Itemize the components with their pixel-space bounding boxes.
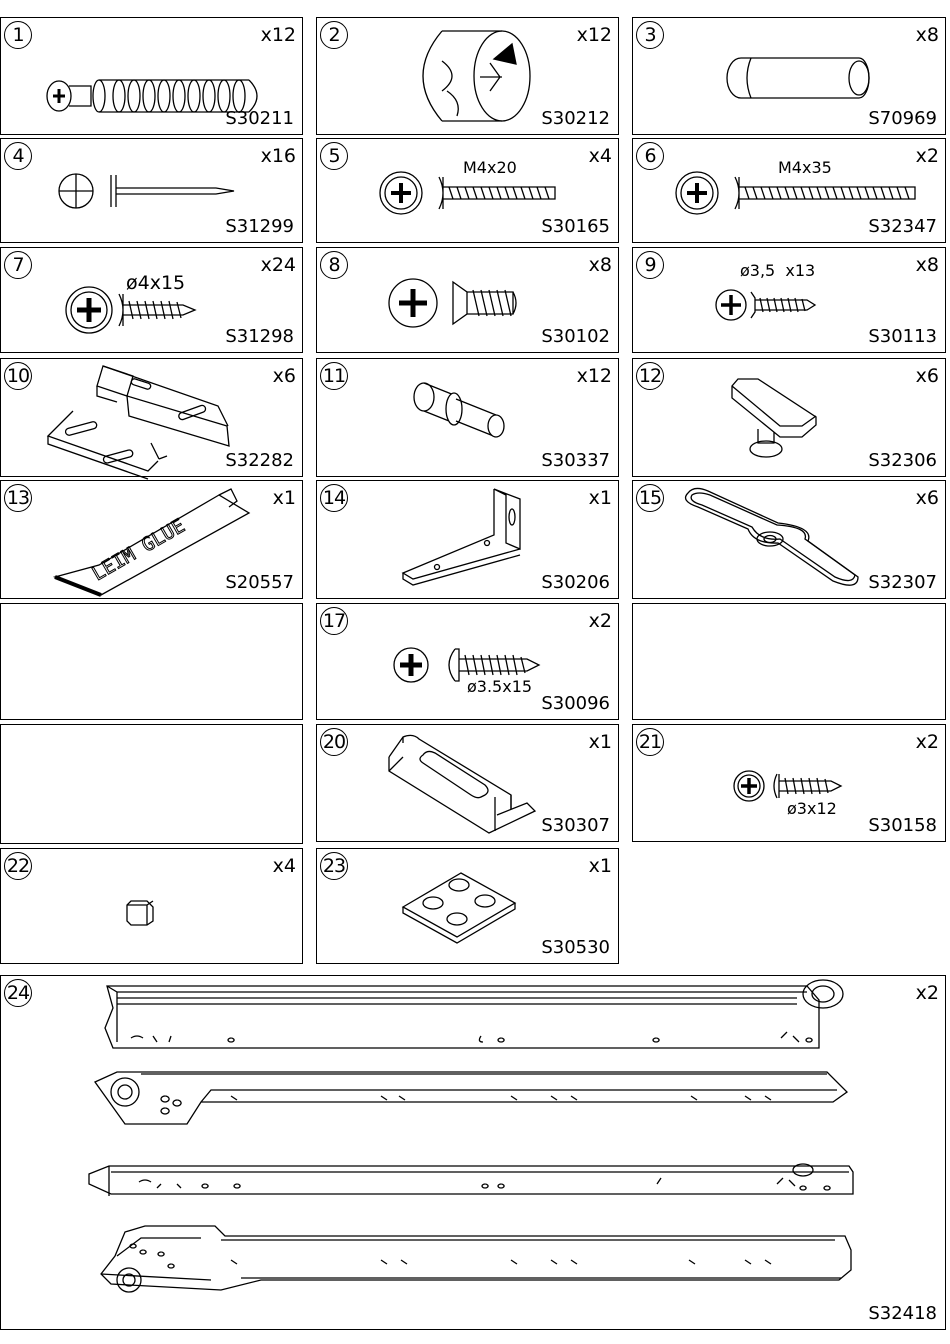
part-code: S30212 [541,108,610,129]
part-code: S32418 [868,1303,937,1324]
part-code: S30165 [541,216,610,237]
part-cell-8 [316,247,619,353]
part-number: 15 [636,484,664,512]
part-cell-12 [632,358,946,477]
part-number: 4 [4,142,32,170]
part-quantity: x8 [915,254,939,276]
dimension-label: M4x35 [778,158,832,177]
part-number: 21 [636,728,664,756]
part-quantity: x2 [915,145,939,167]
part-number: 6 [636,142,664,170]
part-code: S30096 [541,693,610,714]
part-number: 13 [4,484,32,512]
part-code: S30102 [541,326,610,347]
empty-cell [0,603,303,720]
machine-screw-long-icon [673,171,923,215]
part-number: 10 [4,362,32,390]
part-code: S31298 [225,326,294,347]
washer-screw-icon [733,769,848,803]
dimension-label: ø3,5 x13 [740,261,816,280]
part-quantity: x8 [588,254,612,276]
part-number: 24 [4,979,32,1007]
part-number: 23 [320,852,348,880]
part-quantity: x4 [272,855,296,877]
drawer-runners-icon [81,978,871,1308]
part-quantity: x12 [576,24,612,46]
part-number: 8 [320,251,348,279]
handle-bracket-icon [387,733,537,837]
part-quantity: x6 [915,365,939,387]
part-number: 17 [320,607,348,635]
part-cell-13 [0,480,303,599]
part-code: S70969 [868,108,937,129]
part-number: 2 [320,21,348,49]
part-number: 20 [320,728,348,756]
part-quantity: x4 [588,145,612,167]
part-cell-15 [632,480,946,599]
knob-icon [728,374,828,464]
part-quantity: x2 [915,982,939,1004]
part-cell-3 [632,17,946,135]
part-number: 3 [636,21,664,49]
shelf-pin-icon [412,379,512,459]
part-quantity: x6 [915,487,939,509]
part-quantity: x12 [260,24,296,46]
part-quantity: x8 [915,24,939,46]
part-code: S32306 [868,450,937,471]
part-code: S20557 [225,572,294,593]
part-code: S32347 [868,216,937,237]
part-number: 22 [4,852,32,880]
part-quantity: x2 [588,610,612,632]
part-quantity: x6 [272,365,296,387]
glue-label: LEIM GLUE [88,514,189,586]
connector-plate-icon [678,485,868,590]
dimension-label: ø4x15 [126,272,186,294]
part-code: S30530 [541,937,610,958]
machine-screw-icon [377,171,567,215]
part-cell-10 [0,358,303,477]
part-code: S30206 [541,572,610,593]
wood-screw-icon [65,286,205,334]
cam-lock-icon [402,21,532,131]
cam-bolt-icon [39,66,279,126]
part-cell-20 [316,724,619,842]
part-code: S30337 [541,450,610,471]
part-quantity: x12 [576,365,612,387]
part-code: S31299 [225,216,294,237]
dimension-label: M4x20 [463,158,517,177]
part-cell-11 [316,358,619,477]
nail-icon [56,171,246,211]
empty-cell [0,724,303,844]
part-cell-7 [0,247,303,353]
dimension-label: ø3.5x15 [467,677,533,696]
part-quantity: x1 [588,731,612,753]
part-cell-2 [316,17,619,135]
part-number: 12 [636,362,664,390]
angle-bracket-icon [399,485,529,590]
part-code: S30158 [868,815,937,836]
part-cell-5 [316,138,619,243]
part-code: S30113 [868,326,937,347]
part-quantity: x24 [260,254,296,276]
part-code: S30307 [541,815,610,836]
part-quantity: x16 [260,145,296,167]
part-cell-23 [316,848,619,964]
part-quantity: x2 [915,731,939,753]
part-quantity: x1 [588,855,612,877]
part-number: 1 [4,21,32,49]
part-number: 5 [320,142,348,170]
part-number: 11 [320,362,348,390]
part-cell-1 [0,17,303,135]
part-cell-24 [0,975,946,1330]
bumper-pads-icon [399,871,519,946]
wooden-dowel-icon [723,53,883,103]
hex-cap-icon [125,897,157,927]
countersunk-screw-icon [387,278,527,328]
glue-tube-icon [51,483,241,595]
part-cell-22 [0,848,303,964]
part-code: S30211 [225,108,294,129]
pan-head-screw-icon [393,646,553,684]
part-code: S32282 [225,450,294,471]
dimension-label: ø3x12 [787,799,837,818]
part-cell-17 [316,603,619,720]
part-quantity: x1 [588,487,612,509]
part-cell-21 [632,724,946,842]
part-code: S32307 [868,572,937,593]
part-cell-9 [632,247,946,353]
part-cell-6 [632,138,946,243]
part-cell-14 [316,480,619,599]
part-cell-4 [0,138,303,243]
part-number: 7 [4,251,32,279]
part-quantity: x1 [272,487,296,509]
part-number: 14 [320,484,348,512]
part-number: 9 [636,251,664,279]
empty-cell [632,603,946,720]
small-screw-icon [715,288,825,322]
hinge-plate-icon [43,361,238,473]
